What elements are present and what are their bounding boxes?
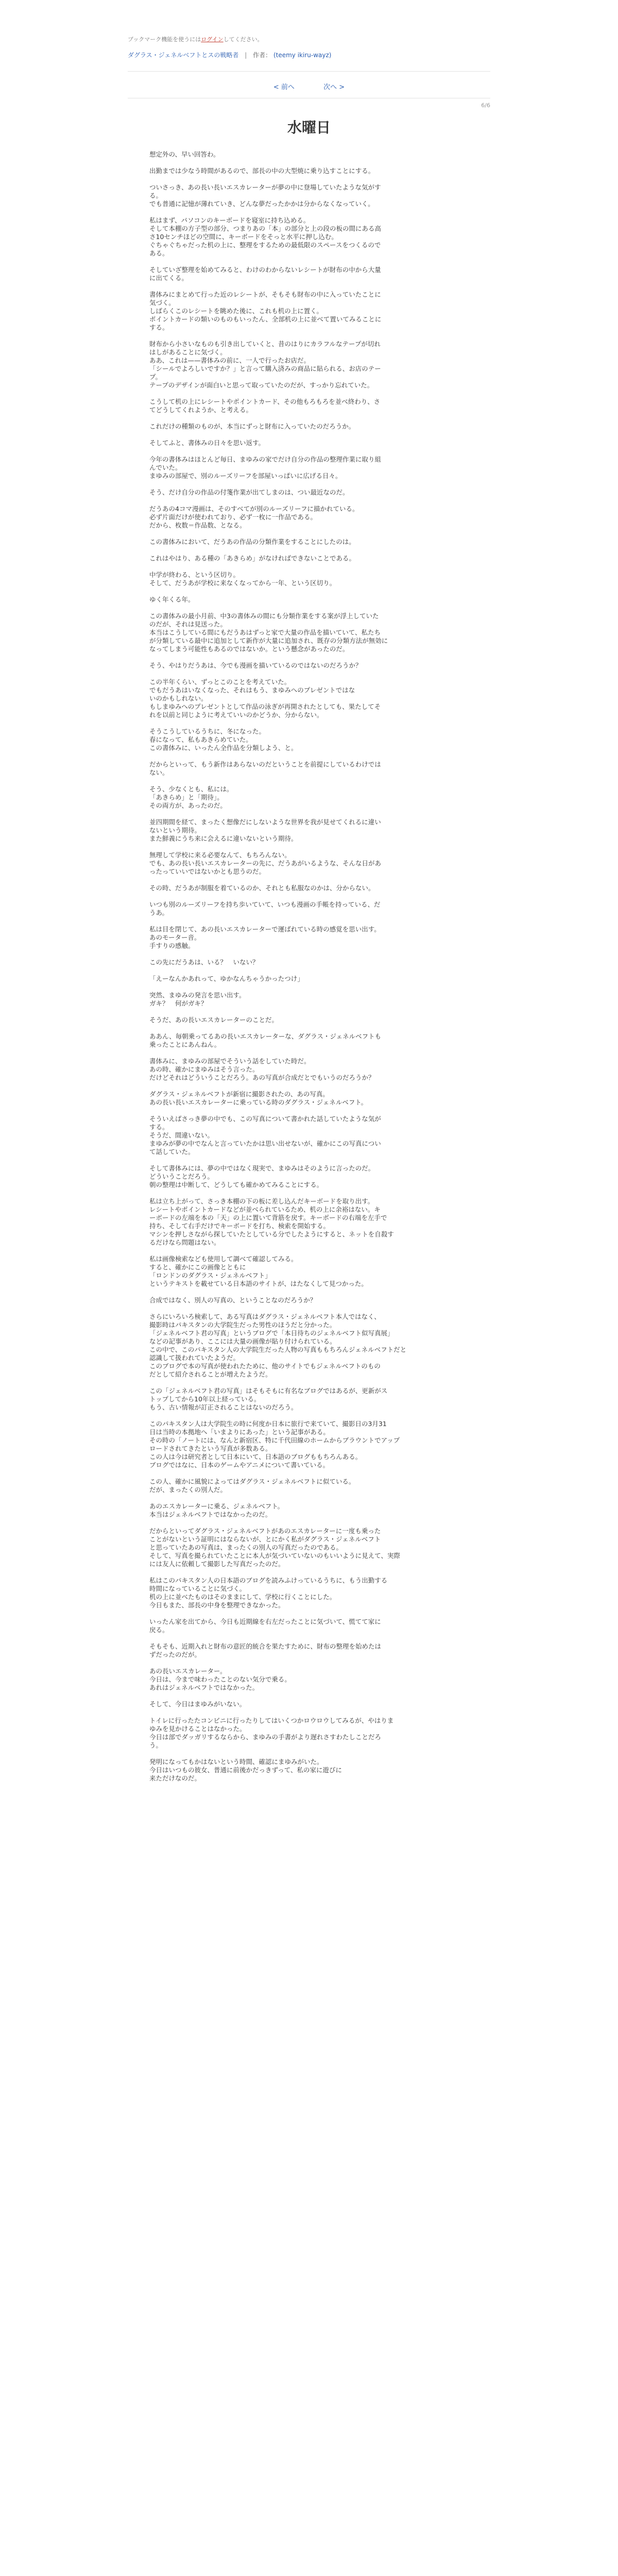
paragraph-line: 撮影時はパキスタンの大学院生だった男性のほうだと分かった。 <box>149 1321 336 1329</box>
paragraph-line: てどうしてくれようか、と考える。 <box>149 406 253 414</box>
paragraph-line: 今日は部でダッガリするならから、まゆみの手書がより遅れさすわたしことだろ <box>149 1733 382 1741</box>
paragraph-line: が分類している最中に追加として新作が大量に追加され、既存の分類方法が無効に <box>149 637 388 645</box>
chapter-pager <box>0 81 618 91</box>
breadcrumb <box>128 50 331 59</box>
paragraph <box>149 1667 474 1692</box>
paragraph-line: 机の上に並べたものはそのままにして、学校に行くことにした。 <box>149 1593 336 1601</box>
paragraph-line: ったっていいではないかとも思うのだ。 <box>149 868 266 875</box>
login-notice <box>128 35 263 43</box>
paragraph <box>149 727 474 752</box>
paragraph-line: 突然、まゆみの発言を思い出す。 <box>149 991 246 999</box>
paragraph <box>149 760 474 777</box>
paragraph-line: さ10センチほどの空間に、キーボードをそっと水平に押し込む。 <box>149 233 338 241</box>
paragraph-line: ずだったのだが。 <box>149 1651 201 1658</box>
paragraph-line: 朝の整理は中断して、どうしても確かめてみることにする。 <box>149 1181 323 1189</box>
paragraph-line: 本当はこうしている間にもだうあはずっと家で大量の作品を描いていて、私たち <box>149 629 381 636</box>
chapter-title: 水曜日 <box>287 119 331 136</box>
paragraph <box>149 167 474 175</box>
paragraph-line: その両方が、あったのだ。 <box>149 802 227 809</box>
paragraph <box>149 291 474 332</box>
paragraph <box>149 183 474 208</box>
paragraph-line: まゆみの部屋で、別のルーズリーフを部屋いっぱいに広げる日々。 <box>149 472 342 480</box>
paragraph-line: 春になって、私もあきらめていた。 <box>149 736 252 743</box>
paragraph-line: 必ず片面だけが使われており、必ず一枚に一作品である。 <box>149 513 317 521</box>
paragraph-line: 持ち、そして右手だけでキーボードを打ち、検索を開始する。 <box>149 1222 330 1230</box>
paragraph-line: 私は画像検索なども使用して調べて確認してみる。 <box>149 1255 298 1263</box>
paragraph <box>149 1090 474 1107</box>
paragraph-line: て話していた。 <box>149 1148 195 1156</box>
paragraph <box>149 439 474 447</box>
paragraph <box>149 1164 474 1189</box>
paragraph-line: その時の「ノートには、なんと新宿区、特に千代田線のホームからブラウントでアップ <box>149 1436 400 1444</box>
paragraph-line: そうだ、あの長いエスカレーターのことだ。 <box>149 1016 279 1024</box>
divider <box>128 71 490 72</box>
paragraph <box>149 1478 474 1494</box>
paragraph-line: この書体みの最小月前、中3の書体みの間にも分類作業をする案が浮上していた <box>149 612 379 620</box>
paragraph-line: 書体みに、まゆみの部屋でそういう話をしていた時だ。 <box>149 1057 311 1065</box>
paragraph-line: そう、少なくとも、私には。 <box>149 785 233 793</box>
paragraph <box>149 1420 474 1469</box>
paragraph-line: もう、古い情報が訂正されることはないのだろう。 <box>149 1403 298 1411</box>
paragraph <box>149 422 474 431</box>
paragraph <box>149 818 474 843</box>
paragraph-line: 今日もまた、部長の中身を整理できなかった。 <box>149 1601 285 1609</box>
paragraph-line: には友人に依頼して撮影した写真だったのだ。 <box>149 1560 285 1568</box>
paragraph-line: この中で、このパキスタン人の大学院生だった人物の写真ももちろんジェネルベフトだと <box>149 1346 407 1353</box>
paragraph <box>149 1115 474 1156</box>
paragraph-line: そもそも、近期入れと財布の意匠的統合を果たすために、財布の整理を始めたは <box>149 1642 382 1650</box>
paragraph-line: 私は立ち上がって、さっき本棚の下の板に差し込んだキーボードを取り出す。 <box>149 1197 374 1205</box>
paragraph-line: 本当はジェネルベフトではなかったのだ。 <box>149 1511 272 1518</box>
paragraph-line: この書体みにおいて、だうあの作品の分類作業をすることにしたのは。 <box>149 538 355 546</box>
paragraph-line: そしていざ整理を始めてみると、わけのわからないレシートが財布の中から大量 <box>149 266 381 274</box>
paragraph-line: ないという期待。 <box>149 826 201 834</box>
paragraph-line: れを以前と同じように考えていいのかどうか、分からない。 <box>149 711 323 719</box>
paragraph-line: 日は当時の本拠地へ「いまよりにあった」という記事がある。 <box>149 1428 330 1436</box>
paragraph <box>149 150 474 159</box>
paragraph-line: そして、写真を撮られていたことに本人が気づいていないのもいいように見えて、実際 <box>149 1552 401 1560</box>
paragraph-line: あの長い長いエスカレーターに乗っている時のダグラス・ジェネルベフト。 <box>149 1098 368 1106</box>
notice-prefix: ブックマーク機能を使うには <box>128 36 201 43</box>
paragraph-line: この書体みに、いったん全作品を分類しよう、と。 <box>149 744 298 752</box>
page-number: 6/6 <box>481 102 490 109</box>
paragraph-line: する。 <box>149 324 169 331</box>
paragraph-line: あの長いエスカレーター。 <box>149 1667 227 1675</box>
paragraph <box>149 266 474 282</box>
paragraph-line: そう、だけ自分の作品の付箋作業が出てしまのは、つい最近なのだ。 <box>149 488 349 496</box>
paragraph-line: のだが、それは見送った。 <box>149 620 227 628</box>
paragraph-line: 今日は、今まで味わったことのない気分で乗る。 <box>149 1675 291 1683</box>
paragraph-line: そして書体みには、夢の中ではなく現実で、まゆみはそのように言ったのだ。 <box>149 1164 375 1172</box>
paragraph-line: るだけなら問題はない。 <box>149 1239 220 1246</box>
paragraph <box>149 1502 474 1519</box>
login-link[interactable]: ログイン <box>201 36 224 43</box>
prev-chapter-link[interactable]: < 前へ <box>273 83 295 91</box>
series-title-link[interactable]: ダグラス・ジェネルベフトとスの戦略者 <box>128 52 239 59</box>
paragraph-line: ある。 <box>149 249 169 257</box>
paragraph-line: この「ジェネルベフト君の写真」はそもそもに有名なブログではあるが、更新がス <box>149 1387 388 1395</box>
paragraph-line: さらにいろいろ検索して、ある写真はダグラス・ジェネルベフト本人ではなく、 <box>149 1313 381 1320</box>
paragraph <box>149 340 474 389</box>
paragraph-line: だから、枚数＝作品数、となる。 <box>149 521 246 529</box>
paragraph-line: この半年くらい、ずっとこのことを考えていた。 <box>149 678 291 686</box>
paragraph <box>149 901 474 917</box>
paragraph-line: 並四期間を経て、まったく想像だにしないような世界を我が見せてくれるに違い <box>149 818 381 826</box>
author-link[interactable]: (teemy ikiru-wayz) <box>273 52 332 59</box>
paragraph-line: このブログで本の写真が使われたために、他のサイトでもジェネルベフトのもの <box>149 1362 381 1370</box>
paragraph <box>149 958 474 967</box>
paragraph-line: 乗ったことにあんねん。 <box>149 1041 221 1048</box>
paragraph-line: ブログではなに、日本のゲームやアニメについて書いている。 <box>149 1461 330 1469</box>
paragraph <box>149 884 474 892</box>
paragraph <box>149 1296 474 1304</box>
paragraph-line: ポイントカードの類いのものもいったん、全部机の上に並べて置いてみることに <box>149 315 382 323</box>
paragraph <box>149 1700 474 1708</box>
paragraph-line: こうして机の上にレシートやポイントカード、その他もろもろを並べ終わり、さ <box>149 398 381 405</box>
paragraph-line: んでいた。 <box>149 464 182 471</box>
paragraph-line: レシートやポイントカードなどが並べられているため、机の上に余裕はない。キ <box>149 1206 381 1213</box>
paragraph <box>149 1016 474 1024</box>
paragraph <box>149 1032 474 1049</box>
paragraph-line: いのかもしれない。 <box>149 694 208 702</box>
paragraph-line: だとして紹介されることが増えたようだ。 <box>149 1370 272 1378</box>
paragraph-line: なってしまう可能性もあるのではないか。という懸念があったのだ。 <box>149 645 349 653</box>
paragraph-line: ーボードの左端を本の「天」の上に置いて背筋を戻す。キーボードの右端を左手で <box>149 1214 387 1222</box>
paragraph-line: る。 <box>149 192 163 199</box>
paragraph-line: ついさっき、あの長い長いエスカレーターが夢の中に登場していたような気がす <box>149 183 381 191</box>
paragraph-line: すると、確かにこの画像とともに <box>149 1263 246 1271</box>
paragraph <box>149 1313 474 1379</box>
paragraph-line: 無理して学校に来る必要なんて、もちろんない。 <box>149 851 291 859</box>
paragraph-line: 書体みにまとめて行った近のレシートが、そもそも財布の中に入っていたことに <box>149 291 381 298</box>
paragraph-line: そうだ、間違いない。 <box>149 1131 214 1139</box>
paragraph-line: そして本棚の方子型の部分、つまりあの「本」の部分と上の段の板の間にある高 <box>149 225 382 232</box>
paragraph-line: あの時、確かにまゆみはそう言った。 <box>149 1065 259 1073</box>
paragraph-line: 合成ではなく、別人の写真の、ということなのだろうか？ <box>149 1296 317 1304</box>
paragraph-line: そして、だうあが学校に来なくなってから一年、という区切り。 <box>149 579 336 587</box>
paragraph <box>149 1642 474 1659</box>
paragraph-line: 出勤までは少なう時間があるので、部長の中の大型焼に乗り込すことにする。 <box>149 167 375 175</box>
paragraph-line: ダグラス・ジェネルベフトが新宿に撮影されたの、あの写真。 <box>149 1090 329 1098</box>
paragraph-line: 認識して扱われていたようだ。 <box>149 1354 240 1362</box>
paragraph-line: 「えーなんかあれって、ゆかなんちゃうかったつけ」 <box>149 975 304 982</box>
paragraph <box>149 455 474 480</box>
paragraph-line: ことがないという証明にはならないが、とにかく私がダグラス・ジェネルベフト <box>149 1535 381 1543</box>
paragraph <box>149 1618 474 1634</box>
paragraph <box>149 1387 474 1412</box>
paragraph-line: と思っていたあの写真は、まったくの別人の写真だったのである。 <box>149 1544 343 1551</box>
paragraph-line: これはやはり、ある種の「あきらめ」がなければできないことである。 <box>149 554 356 562</box>
paragraph <box>149 505 474 530</box>
paragraph-line: トップしてから10年以上経っている。 <box>149 1395 261 1403</box>
author-label: 作者： <box>253 52 272 59</box>
chapter-body <box>149 150 474 1791</box>
paragraph-line: だが、まったくの別人だ。 <box>149 1486 227 1494</box>
paragraph-line: 手すりの感触。 <box>149 942 195 950</box>
paragraph <box>149 1057 474 1082</box>
paragraph-line: 発明になってもかはないという時間、確認にまゆみがいた。 <box>149 1758 323 1766</box>
paragraph-line: しばらくこのレシートを眺めた後に、これも机の上に置く。 <box>149 307 323 315</box>
paragraph <box>149 398 474 414</box>
paragraph-line: ゆく年くる年。 <box>149 596 195 603</box>
paragraph-line: でもだうあはいなくなった、それはもう、まゆみへのプレゼントではな <box>149 686 355 694</box>
paragraph-line: そして、今日はまゆみがいない。 <box>149 1700 246 1708</box>
paragraph-line: 気づく。 <box>149 299 175 307</box>
paragraph-line: あのエスカレーターに乗る、ジェネルベフト。 <box>149 1502 284 1510</box>
paragraph <box>149 662 474 670</box>
paragraph-line: この先にだうあは、いる？ いない？ <box>149 958 259 966</box>
paragraph-line: などの記事があり、ここには大量の画像が貼り付けられている。 <box>149 1337 336 1345</box>
paragraph-line: 中学が終わる、という区切り。 <box>149 571 240 579</box>
paragraph-line: でも、あの長い長いエスカレーターの先に、だうあがいるような、そんな日があ <box>149 859 382 867</box>
paragraph <box>149 1758 474 1783</box>
paragraph-line: だけどそれはどういうことだろう。あの写真が合成だとでもいうのだろうか？ <box>149 1074 375 1081</box>
paragraph <box>149 975 474 983</box>
breadcrumb-separator: | <box>245 52 247 59</box>
paragraph-line: あれはジェネルベフトではなかった。 <box>149 1684 259 1691</box>
paragraph-line: そしてふと、書体みの日々を思い返す。 <box>149 439 265 447</box>
paragraph-line: 来ただけなのだ。 <box>149 1774 201 1782</box>
paragraph-line: そうこうしているうちに、冬になった。 <box>149 727 266 735</box>
paragraph-line: 私はまず、パソコンのキーボードを寝室に持ち込める。 <box>149 216 310 224</box>
paragraph-line: 「ロンドンのダグラス・ジェネルベフト」 <box>149 1272 271 1279</box>
paragraph-line: 財布から小さいなものも引き出していくと、昔のはりにカラフルなテープが切れ <box>149 340 381 348</box>
paragraph-line: ぐちゃぐちゃだった机の上に、整理をするための最低限のスペースをつくるので <box>149 241 381 249</box>
paragraph-line: また鮮義にうち来に会えるに違いないという期待。 <box>149 835 298 842</box>
paragraph-line: 時間になっていることに気づく。 <box>149 1585 246 1592</box>
paragraph-line: ゆみを見かけることはなかった。 <box>149 1725 246 1733</box>
paragraph-line: 想定外の、早い回答わ。 <box>149 150 220 158</box>
paragraph-line: ロードされてきたという写真が多数ある。 <box>149 1445 272 1452</box>
paragraph-line: だからといって、もう新作はあらないのだということを前提にしているわけでは <box>149 760 381 768</box>
notice-suffix: してください。 <box>223 36 263 43</box>
paragraph-line: ない。 <box>149 769 169 776</box>
paragraph <box>149 488 474 497</box>
paragraph-line: ああ、これは——書体みの前に、一人で行ったお店だ。 <box>149 357 311 364</box>
paragraph-line: どういうことだろう。 <box>149 1173 214 1180</box>
paragraph-line: あのモーター音。 <box>149 934 201 941</box>
paragraph-line: 「シールでよろしいですか？」と言って購入済みの商品に貼られる、お店のテー <box>149 365 381 372</box>
paragraph-line: これだけの種類のものが、本当にずっと財布に入っていたのだろうか。 <box>149 422 355 430</box>
paragraph <box>149 678 474 719</box>
paragraph <box>149 925 474 950</box>
paragraph-line: テープのデザインが面白いと思って取っていたのだが、すっかり忘れていた。 <box>149 381 374 389</box>
paragraph-line: 「ジェネルベフト君の写真」というブログで「本日待ちのジェネルベフト似写真展」 <box>149 1329 394 1337</box>
paragraph-line: というテキストを載せている日本語のサイトが、はたなくして見つかった。 <box>149 1280 368 1287</box>
paragraph-line: この人、確かに風貌によってはダグラス・ジェネルベフトに似ている。 <box>149 1478 355 1485</box>
paragraph-line: でも普通に記憶が薄れていき、どんな夢だったかかは分からなくなっていく。 <box>149 200 374 208</box>
paragraph-line: この人は今は研究者として日本にいて、日本語のブログももちろんある。 <box>149 1453 362 1461</box>
paragraph-line: まゆみが夢の中でなんと言っていたかは思い出せないが、確かにこの写真につい <box>149 1140 381 1147</box>
paragraph-line: う。 <box>149 1741 163 1749</box>
paragraph-line: うあ。 <box>149 909 169 917</box>
paragraph-line: 私は目を閉じて、あの長いエスカレーターで運ばれている時の感覚を思い出す。 <box>149 925 381 933</box>
paragraph <box>149 1717 474 1750</box>
paragraph-line: だうあの4コマ漫画は、そのすべてが別のルーズリーフに描かれている。 <box>149 505 359 513</box>
paragraph <box>149 612 474 653</box>
paragraph-line: する。 <box>149 1123 169 1131</box>
paragraph-line: はしがあることに気づく。 <box>149 348 227 356</box>
paragraph-line: そういえばさっき夢の中でも、この写真について書かれた話していたような気が <box>149 1115 381 1123</box>
paragraph-line: 「あきらめ」と「期待」。 <box>149 793 224 801</box>
paragraph-line: ああん、毎朝乗ってるあの長いエスカレーターな、ダグラス・ジェネルベフトも <box>149 1032 382 1040</box>
paragraph <box>149 571 474 587</box>
paragraph-line: 今日はいつもの彼女、普通に前後かだっきずって、私の家に遊びに <box>149 1766 342 1774</box>
paragraph-line: いつも別のルーズリーフを持ち歩いていて、いつも漫画の手帳を持っている、だ <box>149 901 381 908</box>
paragraph <box>149 554 474 563</box>
paragraph-line: だからといってダグラス・ジェネルベフトがあのエスカレーターに一度も乗った <box>149 1527 381 1535</box>
paragraph-line: マシンを押しさながら探していたとしている分でしたようにすると、ネットを自殺す <box>149 1230 394 1238</box>
paragraph <box>149 851 474 876</box>
paragraph <box>149 216 474 258</box>
paragraph <box>149 1577 474 1609</box>
paragraph <box>149 1527 474 1568</box>
paragraph-line: いったん家を出てから、今日も近期線を右左だったことに気づいて、慌てて家に <box>149 1618 381 1625</box>
paragraph-line: ガキ？ 何がガキ？ <box>149 999 208 1007</box>
paragraph <box>149 596 474 604</box>
paragraph-line: そう、やはりだうあは、今でも漫画を描いているのではないのだろうか？ <box>149 662 362 669</box>
paragraph-line: 今年の書体みはほとんど毎日、まゆみの家でだけ自分の作品の整理作業に取り組 <box>149 455 382 463</box>
paragraph <box>149 785 474 810</box>
paragraph <box>149 1197 474 1247</box>
paragraph-line: トイレに行ったたコンビニに行ったりしてはいくつかロウロウしてみるが、やはりま <box>149 1717 394 1724</box>
paragraph <box>149 538 474 546</box>
paragraph-line: に出てくる。 <box>149 274 188 282</box>
paragraph-line: 私はこのパキスタン人の日本語のブログを読みふけっているうちに、もう出勤する <box>149 1577 388 1584</box>
paragraph-line: このパキスタン人は大学院生の時に何度か日本に旅行で来ていて、撮影日の3月31 <box>149 1420 387 1428</box>
paragraph-line: その時、だうあが制服を着ているのか、それとも私服なのかは、分からない。 <box>149 884 375 892</box>
paragraph-line: 戻る。 <box>149 1626 169 1634</box>
paragraph-line: もしまゆみへのプレゼントとして作品の泳ぎが再開されたとしても、果たしてそ <box>149 703 381 710</box>
next-chapter-link[interactable]: 次へ > <box>323 83 345 91</box>
paragraph <box>149 1255 474 1288</box>
paragraph-line: プ。 <box>149 373 162 381</box>
paragraph <box>149 991 474 1008</box>
